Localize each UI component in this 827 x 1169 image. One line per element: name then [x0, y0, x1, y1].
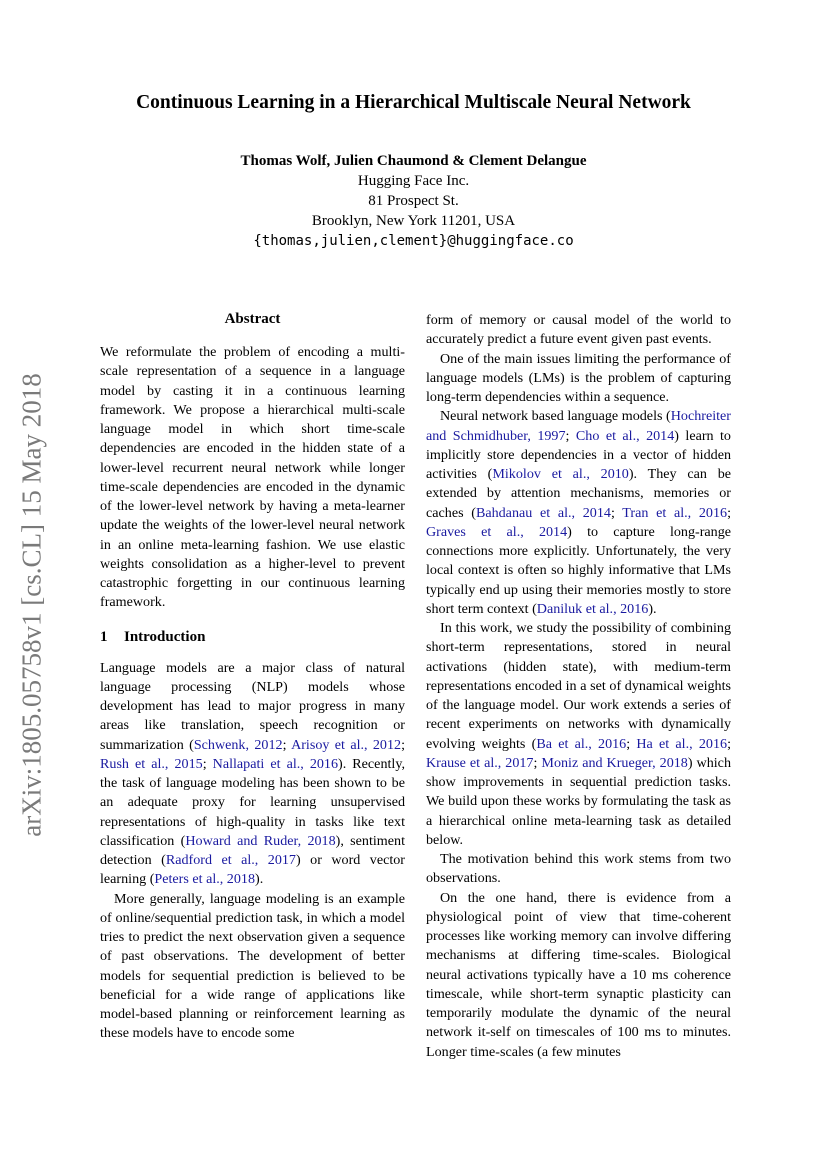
- section-number: 1: [100, 628, 108, 645]
- abstract-body: We reformulate the problem of encoding a multi-scale representation of a sequence in a language model by casting it in a continuous learning framework. We propose a hierarchical multi-scale language model in which short time-scale dependencies are encoded in the hidden state of a lower-level recurrent neural network while longer time-scale dependencies are encoded in the dynamic of the lower-level network by having a meta-learner update the weights of the lower-level neural network in an online meta-learning fashion. We use elastic weights consolidation as a higher-level to prevent catastrophic forgetting in our continuous learning framework.: [100, 344, 405, 611]
- citation-link[interactable]: Bahdanau et al., 2014: [475, 504, 611, 521]
- intro-paragraph-2-continued: form of memory or causal model of the world to accurately predict a future event given past events.: [426, 312, 731, 348]
- citation-link[interactable]: Moniz and Krueger, 2018: [541, 754, 688, 771]
- author-emails: {thomas,julien,clement}@huggingface.co: [253, 233, 574, 249]
- citation-link[interactable]: Ba et al., 2016: [536, 735, 627, 752]
- intro-paragraph-4: Neural network based language models (Hochreiter and Schmidhuber, 1997; Cho et al., 2014) learn to implicitly store dependencies in a vector of hidden activities (Mikolov et al., 2010). They can be extended by attention mechanisms, memories or caches (Bahdanau et al., 2014; Tran et al., 2016; Graves et al., 2014) to capture long-range connections more explicitly. Unfortunately, the very local context is often so highly informative that LMs typically end up using their memories mostly to store short term context (Daniluk et al., 2016).: [426, 408, 732, 617]
- citation-link[interactable]: Mikolov et al., 2010: [492, 466, 629, 482]
- intro-paragraph-2: [100, 890, 405, 1044]
- citation-link[interactable]: Tran et al., 2016: [622, 504, 728, 521]
- right-column: [426, 311, 731, 1062]
- abstract-heading: Abstract: [224, 311, 281, 327]
- citation-link[interactable]: Graves et al., 2014: [426, 523, 568, 540]
- section-heading-introduction: [100, 627, 405, 647]
- intro-paragraph-2-text: More generally, language modeling is an example of online/sequential prediction task, in which a model tries to predict the next observation given a sequence of past observations. The development of better models for sequential prediction is believed to be beneficial for a wide range of applications like model-based planning or reinforcement learning as these models have to encode some: [100, 890, 405, 1042]
- citation-link[interactable]: Radford et al., 2017: [165, 852, 296, 868]
- citation-link[interactable]: Howard and Ruder, 2018: [185, 832, 336, 849]
- intro-paragraph-7: On the one hand, there is evidence from a physiological point of view that time-coherent processes like working memory can involve differing mechanisms at differing time-scales. Biological neural activations typically have a 10 ms coherence timescale, while short-term synaptic plasticity can temporarily modulate the dynamic of the neural network it-self on timescales of 100 ms to minutes. Longer time-scales (a few minutes: [426, 889, 731, 1060]
- paper-title: Continuous Learning in a Hierarchical Multiscale Neural Network: [136, 92, 691, 113]
- arxiv-identifier: arXiv:1805.05758v1 [cs.CL] 15 May 2018: [16, 373, 47, 837]
- intro-paragraph-3: One of the main issues limiting the performance of language models (LMs) is the problem of capturing long-term dependencies within a sequence.: [426, 350, 731, 405]
- citation-link[interactable]: Rush et al., 2015: [100, 755, 203, 772]
- affiliation: Hugging Face Inc.: [357, 173, 470, 189]
- address-line-2: Brooklyn, New York 11201, USA: [311, 213, 516, 229]
- citation-link[interactable]: Ha et al., 2016: [636, 735, 728, 752]
- intro-paragraph-5: In this work, we study the possibility of combining short-term representations, stored in neural activations (hidden state), with medium-term representations encoded in a set of dynamical weights of the language model. Our work extends a series of recent experiments on networks with dynamically evolving weights (Ba et al., 2016; Ha et al., 2016; Krause et al., 2017; Moniz and Krueger, 2018) which show improvements in sequential prediction tasks. We build upon these works by formulating the task as a hierarchical online meta-learning task as detailed below.: [426, 620, 731, 848]
- citation-link[interactable]: Nallapati et al., 2016: [212, 755, 339, 772]
- section-title: Introduction: [124, 628, 206, 645]
- citation-link[interactable]: Hochreiter and Schmidhuber, 1997: [426, 408, 731, 444]
- citation-link[interactable]: Schwenk, 2012: [193, 736, 283, 753]
- arxiv-sidebar: [14, 355, 50, 855]
- left-column: [100, 309, 405, 1044]
- intro-paragraph-1: Language models are a major class of natural language processing (NLP) models whose development has lead to major progress in many areas like translation, speech recognition or summarization (Schwenk, 2012; Arisoy et al., 2012; Rush et al., 2015; Nallapati et al., 2016). Recently, the task of language modeling has been shown to be an adequate proxy for learning unsupervised representations of high-quality in tasks like text classification (Howard and Ruder, 2018), sentiment detection (Radford et al., 2017) or word vector learning (Peters et al., 2018).: [100, 659, 405, 888]
- author-names: Thomas Wolf, Julien Chaumond & Clement Delangue: [240, 153, 587, 169]
- citation-link[interactable]: Peters et al., 2018: [154, 871, 255, 888]
- citation-link[interactable]: Krause et al., 2017: [426, 754, 534, 771]
- citation-link[interactable]: Daniluk et al., 2016: [536, 600, 649, 617]
- intro-paragraph-6: The motivation behind this work stems from two observations.: [426, 851, 731, 887]
- citation-link[interactable]: Arisoy et al., 2012: [291, 736, 402, 753]
- citation-link[interactable]: Cho et al., 2014: [575, 427, 675, 444]
- address-line-1: 81 Prospect St.: [368, 193, 459, 209]
- author-block: [0, 151, 827, 251]
